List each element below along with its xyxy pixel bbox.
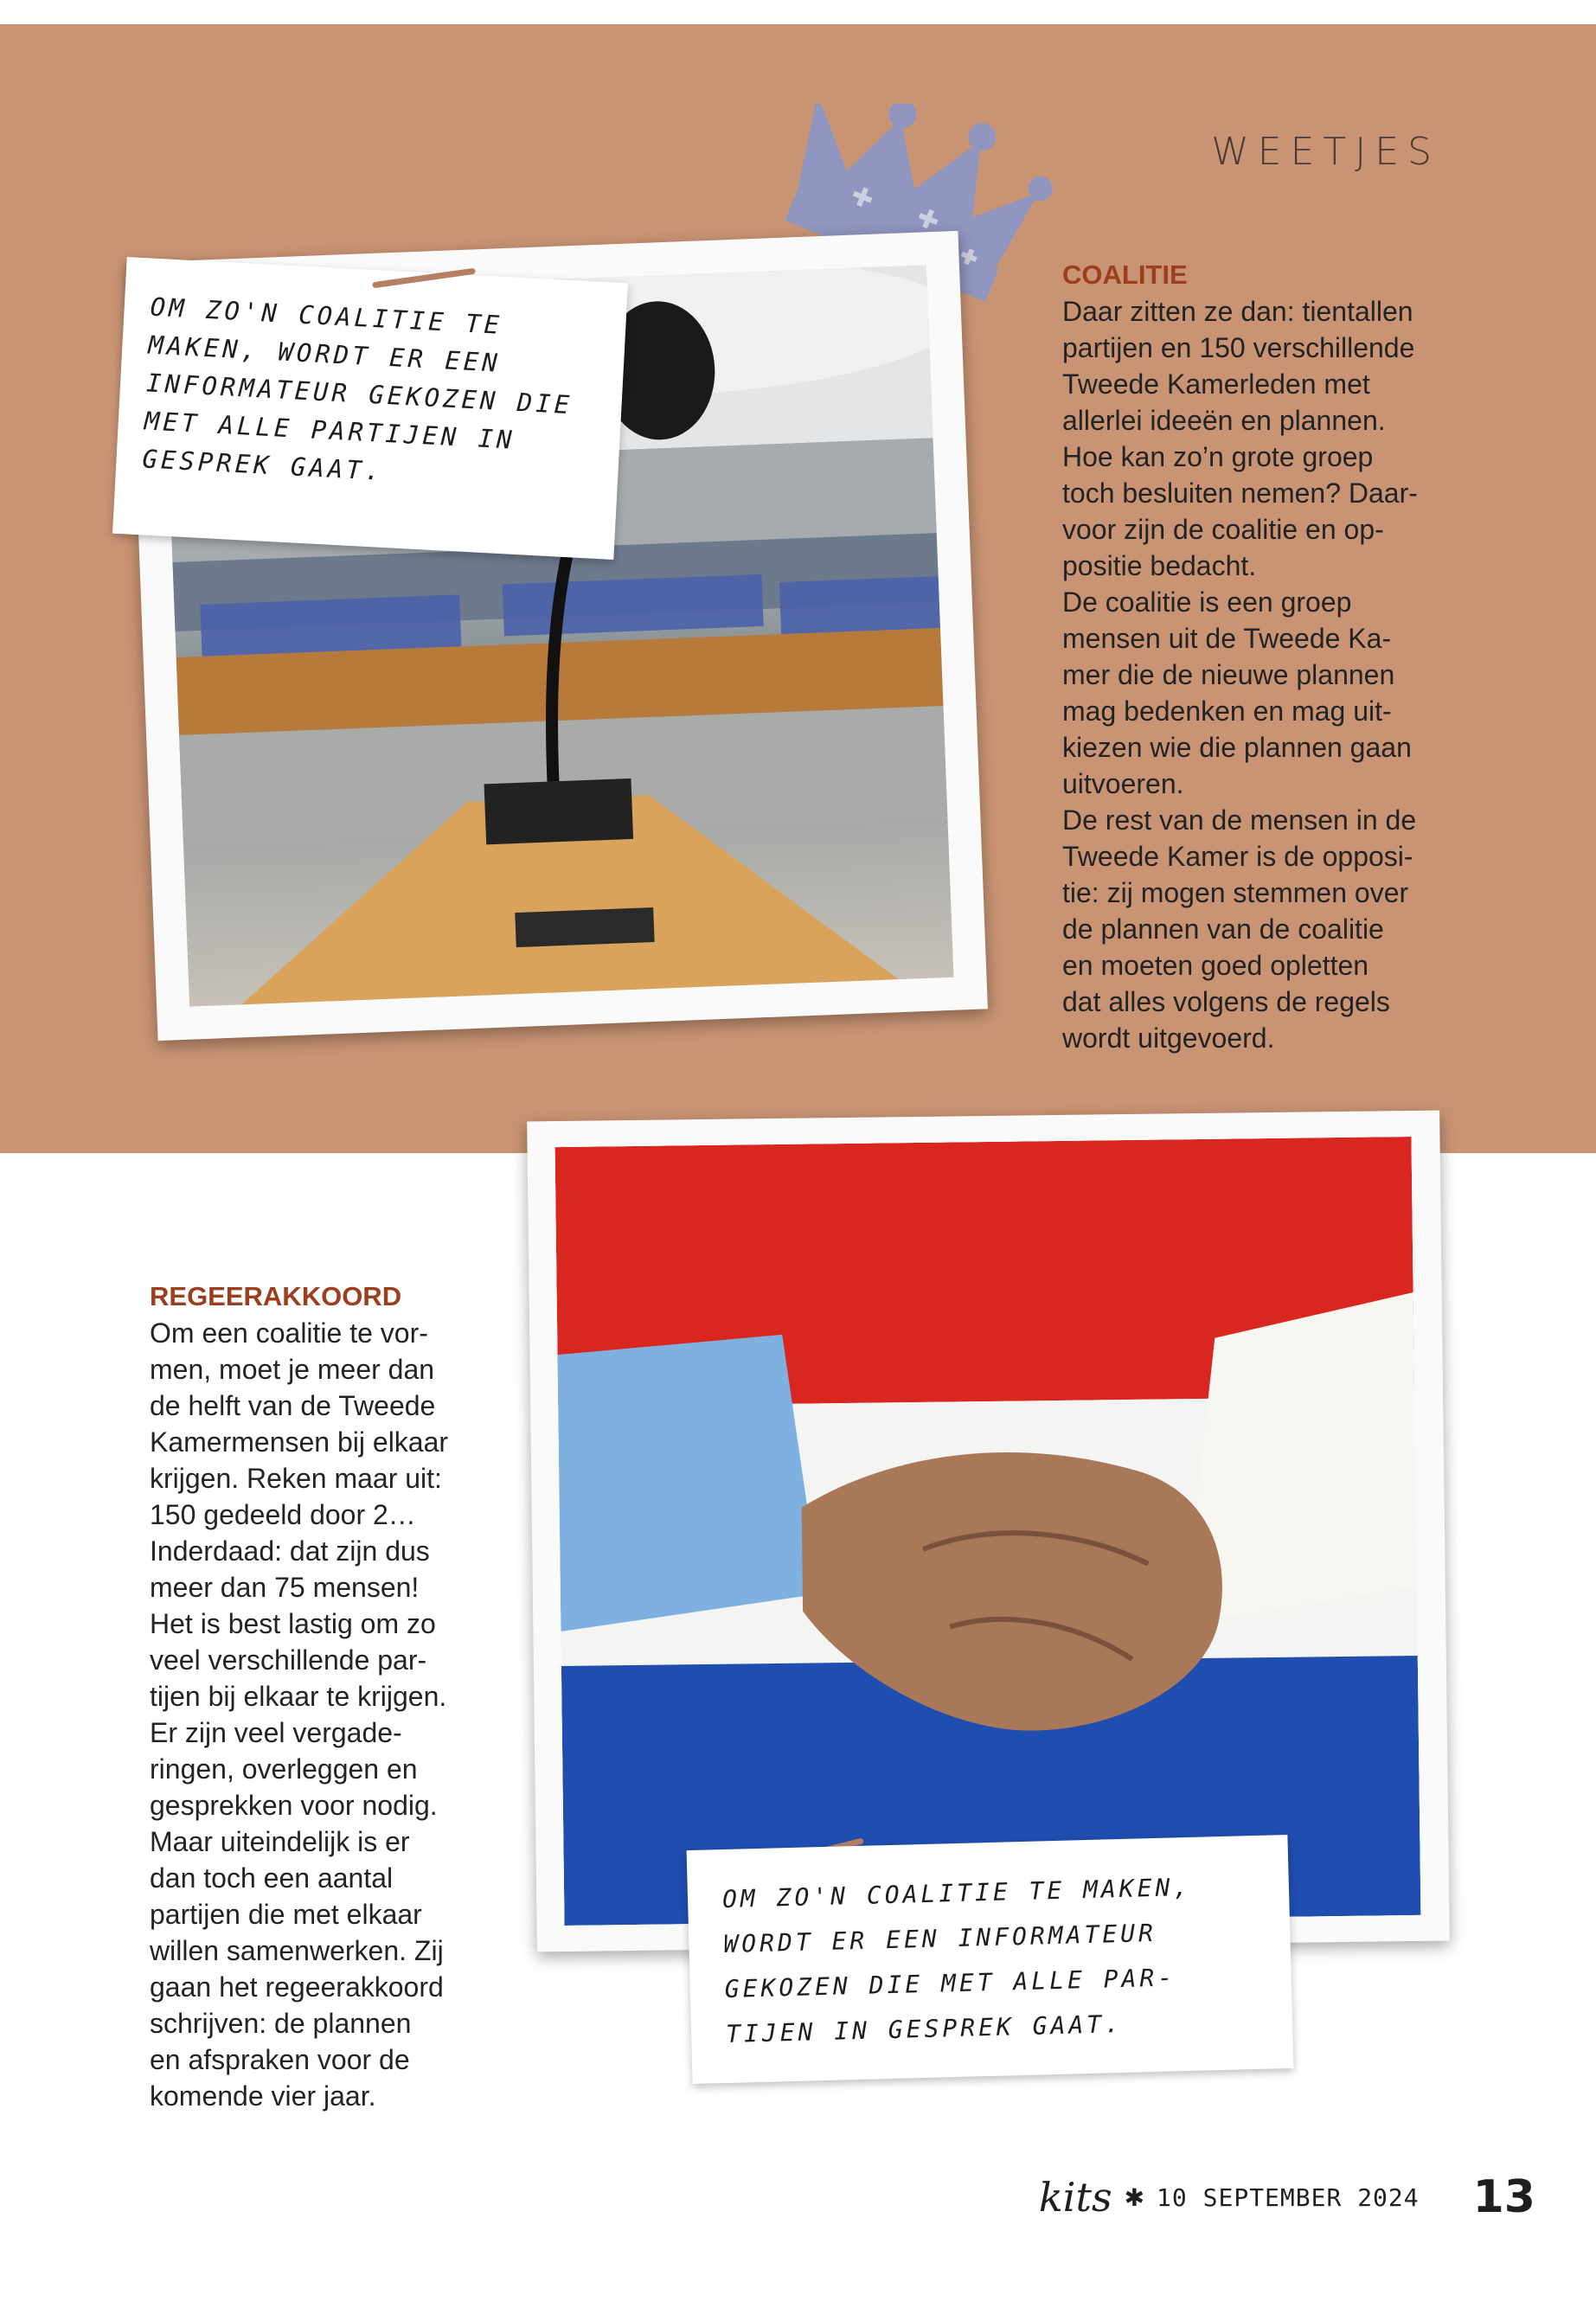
handshake-icon xyxy=(555,1137,1421,1926)
coalitie-heading: COALITIE xyxy=(1062,260,1188,290)
brand-logo: kits xyxy=(1038,2174,1112,2221)
section-label: WEETJES xyxy=(1211,130,1440,174)
star-icon: ✱ xyxy=(1124,2183,1145,2211)
regeerakkoord-article xyxy=(150,1279,496,2114)
caption-note-top-text: OM ZO'N COALITIE TE MAKEN, WORDT ER EEN INFORMATEUR GEKOZEN DIE MET ALLE PARTIJEN IN GESPREK GAAT. xyxy=(141,292,574,486)
handshake-photo-frame xyxy=(527,1111,1450,1952)
handshake-photo xyxy=(555,1137,1421,1926)
issue-date: 10 SEPTEMBER 2024 xyxy=(1157,2182,1420,2212)
page-number: 13 xyxy=(1472,2171,1535,2223)
caption-note-top xyxy=(112,257,628,560)
regeerakkoord-heading: REGEERAKKOORD xyxy=(150,1281,402,1311)
page-footer xyxy=(1039,2163,1535,2232)
caption-note-bottom-text: OM ZO'N COALITIE TE MAKEN, WORDT ER EEN INFORMATEUR GEKOZEN DIE MET ALLE PAR- TIJEN IN GESPREK GAAT. xyxy=(721,1872,1192,2049)
coalitie-article xyxy=(1062,257,1469,1056)
caption-note-bottom xyxy=(687,1835,1294,2084)
coalitie-body: Daar zitten ze dan: tientallen partijen en 150 verschillende Tweede Kamerleden met allerlei ideeën en plannen. Hoe kan zo’n grote groep toch besluiten nemen? Daar- voor zijn de coalitie en op- positie bedacht. De coalitie is een groep mensen uit de Tweede Ka- mer die de nieuwe plannen mag bedenken en mag uit- kiezen wie die plannen gaan uitvoeren. De rest van de mensen in de Tweede Kamer is de opposi- tie: zij mogen stemmen over de plannen van de coalitie en moeten goed opletten dat alles volgens de regels wordt uitgevoerd. xyxy=(1062,296,1418,1054)
regeerakkoord-body: Om een coalitie te vor- men, moet je meer dan de helft van de Tweede Kamermensen bij elkaar krijgen. Reken maar uit: 150 gedeeld door 2… Inderdaad: dat zijn dus meer dan 75 mensen! Het is best lastig om zo veel verschillende par- tijen bij elkaar te krijgen. Er zijn veel vergade- ringen, overleggen en gesprekken voor nodig. Maar uiteindelijk is er dan toch een aantal partijen die met elkaar willen samenwerken. Zij gaan het regeerakkoord schrijven: de plannen en afspraken voor de komende vier jaar. xyxy=(150,1317,449,2112)
